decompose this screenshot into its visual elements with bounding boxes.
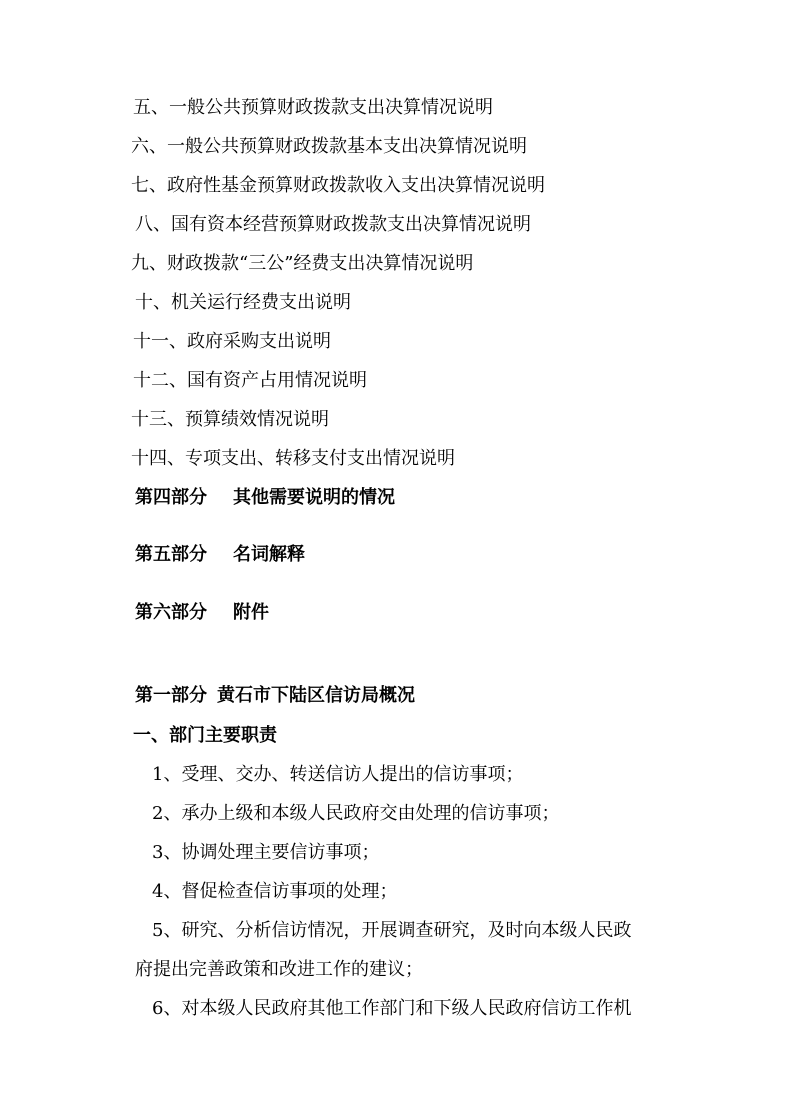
- toc-part-4-title: 其他需要说明的情况: [233, 487, 395, 508]
- toc-part-6-title: 附件: [233, 602, 269, 623]
- toc-item-9: 九、财政拨款“三公”经费支出决算情况说明: [131, 253, 474, 274]
- toc-part-5-label: 第五部分: [135, 544, 207, 565]
- duty-item-5-cont: 府提出完善政策和改进工作的建议；: [135, 959, 423, 980]
- duty-item-6: 6、对本级人民政府其他工作部门和下级人民政府信访工作机: [152, 998, 632, 1019]
- duty-item-2: 2、承办上级和本级人民政府交由处理的信访事项；: [152, 803, 560, 824]
- toc-part-6: [135, 601, 269, 625]
- toc-part-6-label: 第六部分: [135, 602, 207, 623]
- toc-item-6: 六、一般公共预算财政拨款基本支出决算情况说明: [131, 136, 527, 157]
- duty-item-5: 5、研究、分析信访情况，开展调查研究，及时向本级人民政: [152, 920, 632, 941]
- toc-item-7: 七、政府性基金预算财政拨款收入支出决算情况说明: [131, 175, 545, 196]
- toc-item-10: 十、机关运行经费支出说明: [135, 292, 351, 313]
- toc-item-13: 十三、预算绩效情况说明: [131, 409, 329, 430]
- duty-item-3: 3、协调处理主要信访事项；: [152, 842, 380, 863]
- part-one-heading: [135, 684, 415, 708]
- toc-part-5: [135, 543, 305, 567]
- toc-item-12: 十二、国有资产占用情况说明: [133, 370, 367, 391]
- duty-item-4: 4、督促检查信访事项的处理；: [152, 881, 398, 902]
- duty-item-1: 1、受理、交办、转送信访人提出的信访事项；: [152, 764, 524, 785]
- section-heading: 一、部门主要职责: [133, 725, 277, 746]
- toc-part-4-label: 第四部分: [135, 487, 207, 508]
- toc-part-5-title: 名词解释: [233, 544, 305, 565]
- toc-part-4: [135, 486, 395, 510]
- toc-item-8: 八、国有资本经营预算财政拨款支出决算情况说明: [135, 214, 531, 235]
- toc-item-11: 十一、政府采购支出说明: [133, 331, 331, 352]
- toc-item-14: 十四、专项支出、转移支付支出情况说明: [131, 448, 455, 469]
- toc-item-5: 五、一般公共预算财政拨款支出决算情况说明: [133, 97, 493, 118]
- part-one-label: 第一部分: [135, 685, 207, 706]
- part-one-title: 黄石市下陆区信访局概况: [217, 685, 415, 706]
